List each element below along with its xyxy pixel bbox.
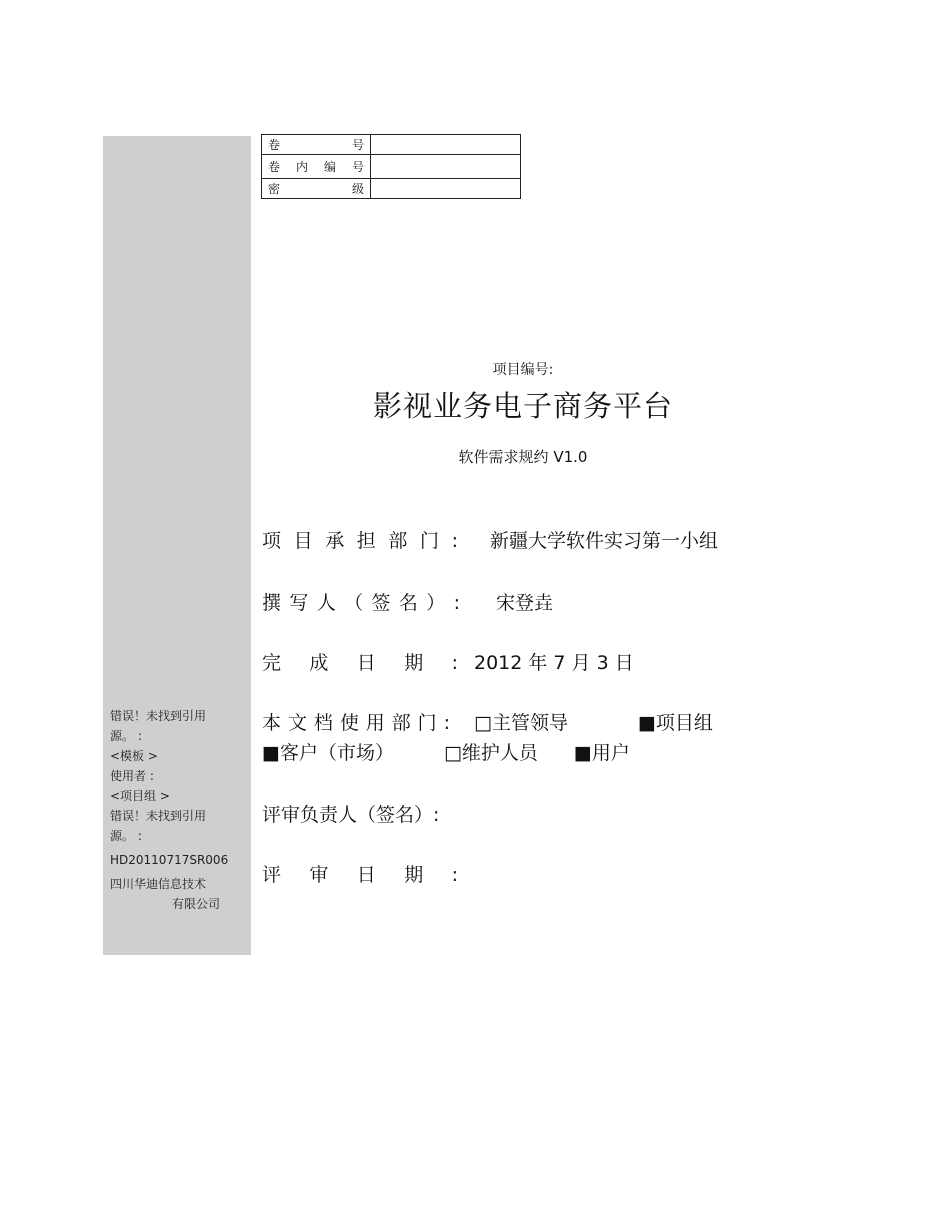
department-label: 项目承担部门: [262,530,458,552]
option-project-team: ■项目组 [637,712,713,734]
option-user: ■用户 [573,742,630,764]
document-code: HD20110717SR006 [110,853,229,867]
note-line: 错误！未找到引用 [110,709,207,723]
archive-info-table [261,134,521,199]
inner-number-label: 卷内编号 [262,155,371,179]
option-maintenance: □维护人员 [443,742,538,764]
usage-department-label: 本文档使用部门: [262,712,450,734]
review-date-field [262,860,458,887]
note-line: <项目组 > [110,789,170,803]
option-supervisor: □主管领导 [474,712,568,734]
option-customer: ■客户（市场） [262,742,394,764]
sidebar-note [110,706,246,914]
usage-department-options-row2 [262,738,630,765]
inner-number-value [371,155,521,179]
review-date-label: 评审日期: [262,864,458,886]
author-field [262,588,553,615]
note-line: 使用者 : [110,769,154,783]
company-name-suffix: 有限公司 [171,897,220,911]
table-row [262,155,521,179]
completion-date-value: 2012 年 7 月 3 日 [474,652,634,674]
author-value: 宋登垚 [496,592,554,614]
reviewer-label: 评审负责人（签名）: [262,804,440,826]
volume-label: 卷号 [262,135,371,155]
department-value: 新疆大学软件实习第一小组 [490,530,719,552]
reviewer-field [262,800,439,827]
security-level-label: 密级 [262,179,371,199]
table-row [262,135,521,155]
note-line: 源。 : [110,729,142,743]
volume-value [371,135,521,155]
note-line: <模板 > [110,749,158,763]
company-name: 四川华迪信息技术 [110,877,207,891]
completion-date-field [262,648,634,675]
security-level-value [371,179,521,199]
note-line: 错误！未找到引用 [110,809,207,823]
table-row [262,179,521,199]
completion-date-label: 完成日期: [262,652,458,674]
department-field [262,526,718,553]
project-number-label: 项目编号: [492,362,554,378]
author-label: 撰写人（签名）: [262,592,460,614]
document-title: 影视业务电子商务平台 [372,389,673,423]
note-line: 源。 : [110,829,142,843]
document-subtitle: 软件需求规约 V1.0 [458,448,588,466]
usage-department-field [262,708,713,735]
